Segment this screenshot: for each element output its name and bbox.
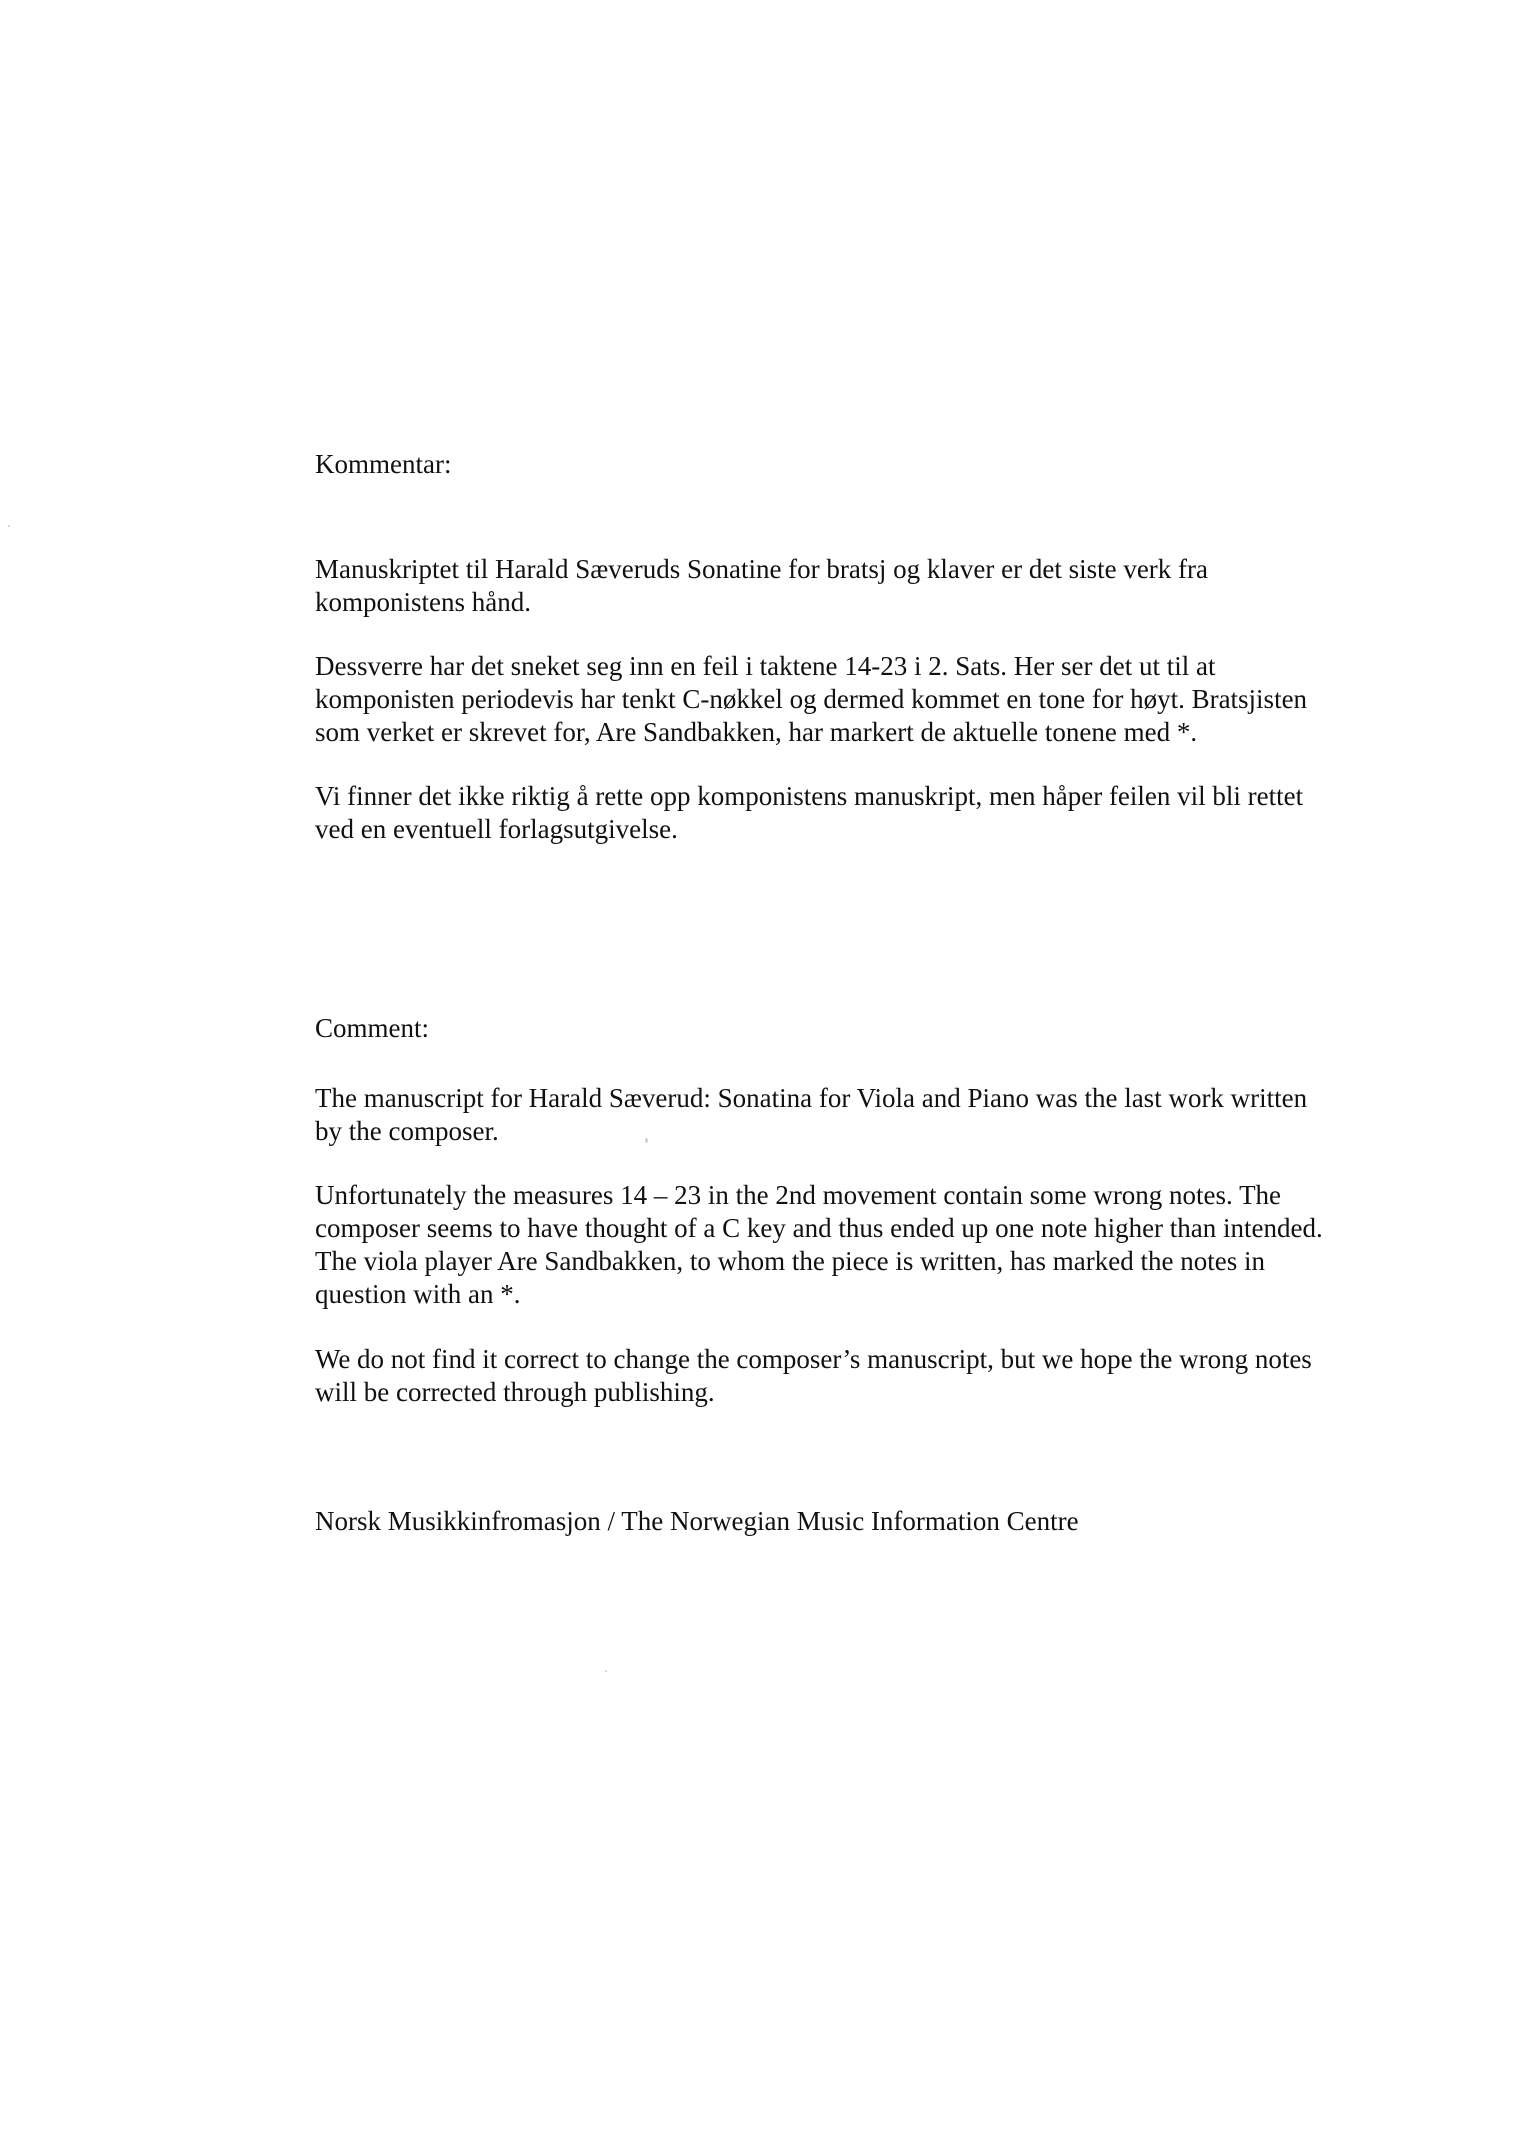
- english-paragraph-2: Unfortunately the measures 14 – 23 in the 2nd movement contain some wrong notes. The composer seems to have thought of a C key and thus ended up one note higher than intended. The viola player Are Sandbakken, to whom the piece is written, has marked the notes in question with an *.: [315, 1180, 1323, 1309]
- norwegian-paragraph-2: Dessverre har det sneket seg inn en feil i taktene 14-23 i 2. Sats. Her ser det ut til at komponisten periodevis har tenkt C-nøkkel og dermed kommet en tone for høyt. Bratsjisten som verket er skrevet for, Are Sandbakken, har markert de aktuelle tonene med *.: [315, 651, 1308, 747]
- norwegian-paragraph-3: Vi finner det ikke riktig å rette opp komponistens manuskript, men håper feilen vil bli rettet ved en eventuell forlagsutgivelse.: [315, 781, 1304, 844]
- english-paragraph-1: The manuscript for Harald Sæverud: Sonatina for Viola and Piano was the last work written by the composer.: [315, 1083, 1308, 1146]
- english-heading: Comment:: [315, 1013, 429, 1043]
- scan-speck: [645, 1138, 648, 1143]
- signature-line: Norsk Musikkinfromasjon / The Norwegian Music Information Centre: [315, 1506, 1079, 1536]
- norwegian-heading: Kommentar:: [315, 449, 452, 479]
- scan-speck: [8, 525, 10, 527]
- english-paragraph-3: We do not find it correct to change the composer’s manuscript, but we hope the wrong notes will be corrected through publishing.: [315, 1344, 1312, 1407]
- norwegian-paragraph-1: Manuskriptet til Harald Sæveruds Sonatine for bratsj og klaver er det siste verk fra komponistens hånd.: [315, 554, 1209, 617]
- scan-speck: [605, 1670, 607, 1672]
